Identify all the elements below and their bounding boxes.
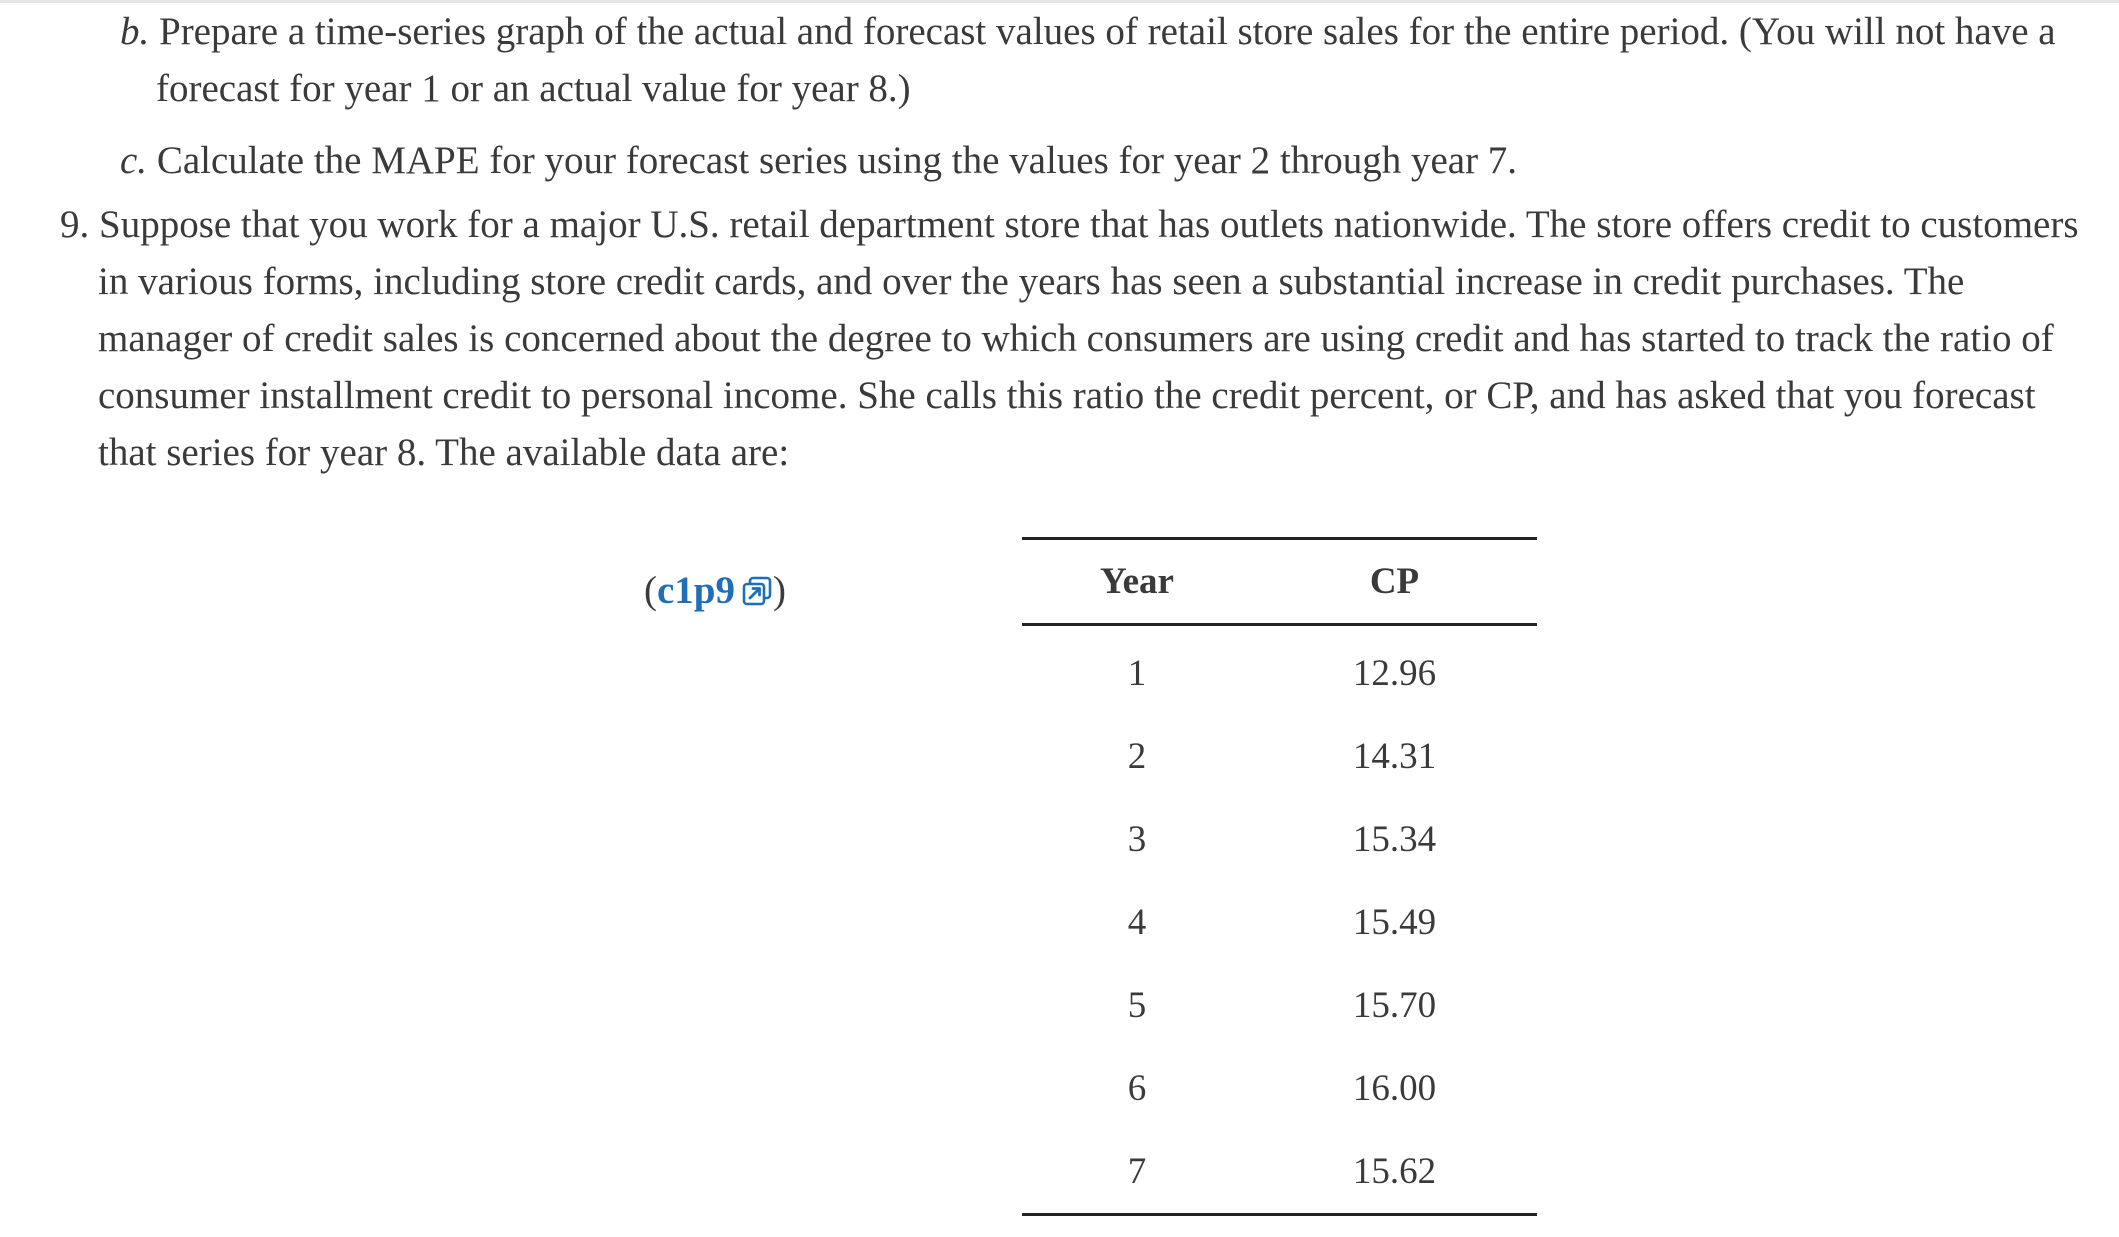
part-b-text-1: Prepare a time-series graph of the actual and forecast values of retail store sales for the entire period. (You will not have a <box>159 10 2056 53</box>
part-b-text-2: forecast for year 1 or an actual value for year 8.) <box>156 67 911 110</box>
cell-cp: 15.49 <box>1352 902 1437 943</box>
cell-cp: 15.62 <box>1252 1130 1537 1215</box>
header-cp: CP <box>1252 539 1537 625</box>
table-row <box>1022 881 1537 964</box>
table-header-row <box>1022 539 1537 625</box>
part-b-line-1 <box>120 3 2056 60</box>
table-row <box>1022 798 1537 881</box>
table-row <box>1022 1130 1537 1215</box>
cell-cp: 16.00 <box>1352 1068 1437 1109</box>
external-link-icon[interactable] <box>741 575 773 607</box>
cell-year: 3 <box>1127 819 1147 860</box>
table-row <box>1022 715 1537 798</box>
cell-cp: 14.31 <box>1352 736 1437 777</box>
cell-year: 6 <box>1127 1068 1147 1109</box>
question-part-c <box>120 132 2050 189</box>
table-row <box>1022 625 1537 716</box>
cell-year: 5 <box>1127 985 1147 1026</box>
cell-year: 1 <box>1127 653 1147 694</box>
question-9 <box>60 196 2079 481</box>
ref-close-paren: ) <box>773 569 786 612</box>
table-row <box>1022 964 1537 1047</box>
cell-cp: 12.96 <box>1352 653 1437 694</box>
q9-text-5: that series for year 8. The available data are: <box>98 431 790 474</box>
cell-cp: 15.70 <box>1352 985 1437 1026</box>
cell-year: 2 <box>1127 736 1147 777</box>
q9-line-1 <box>60 196 2079 253</box>
cp-data-table <box>1022 537 1537 1216</box>
q9-text-2: in various forms, including store credit cards, and over the years has seen a substantial increase in credit purchases. The <box>98 260 1965 303</box>
cp-data-table-container <box>1022 537 1537 1216</box>
q9-text-3: manager of credit sales is concerned about the degree to which consumers are using credit and has started to track the ratio of <box>98 317 2054 360</box>
q9-text-4: consumer installment credit to personal income. She calls this ratio the credit percent, or CP, and has asked that you forecast <box>98 374 2036 417</box>
part-c-line <box>120 132 2050 189</box>
part-c-label: c. <box>120 139 148 182</box>
data-file-reference <box>644 562 786 619</box>
part-b-label: b. <box>120 10 150 53</box>
data-file-link[interactable]: c1p9 <box>657 569 735 612</box>
q9-text-1: Suppose that you work for a major U.S. retail department store that has outlets nationwide. The store offers credit to customers <box>99 203 2079 246</box>
cell-year: 4 <box>1127 902 1147 943</box>
cell-year: 7 <box>1022 1130 1252 1215</box>
ref-open-paren: ( <box>644 569 657 612</box>
question-part-b <box>120 3 2056 117</box>
cell-cp: 15.34 <box>1352 819 1437 860</box>
table-row <box>1022 1047 1537 1130</box>
part-c-text: Calculate the MAPE for your forecast series using the values for year 2 through year 7. <box>156 139 1518 182</box>
header-year: Year <box>1022 539 1252 625</box>
q9-number: 9. <box>60 203 90 246</box>
